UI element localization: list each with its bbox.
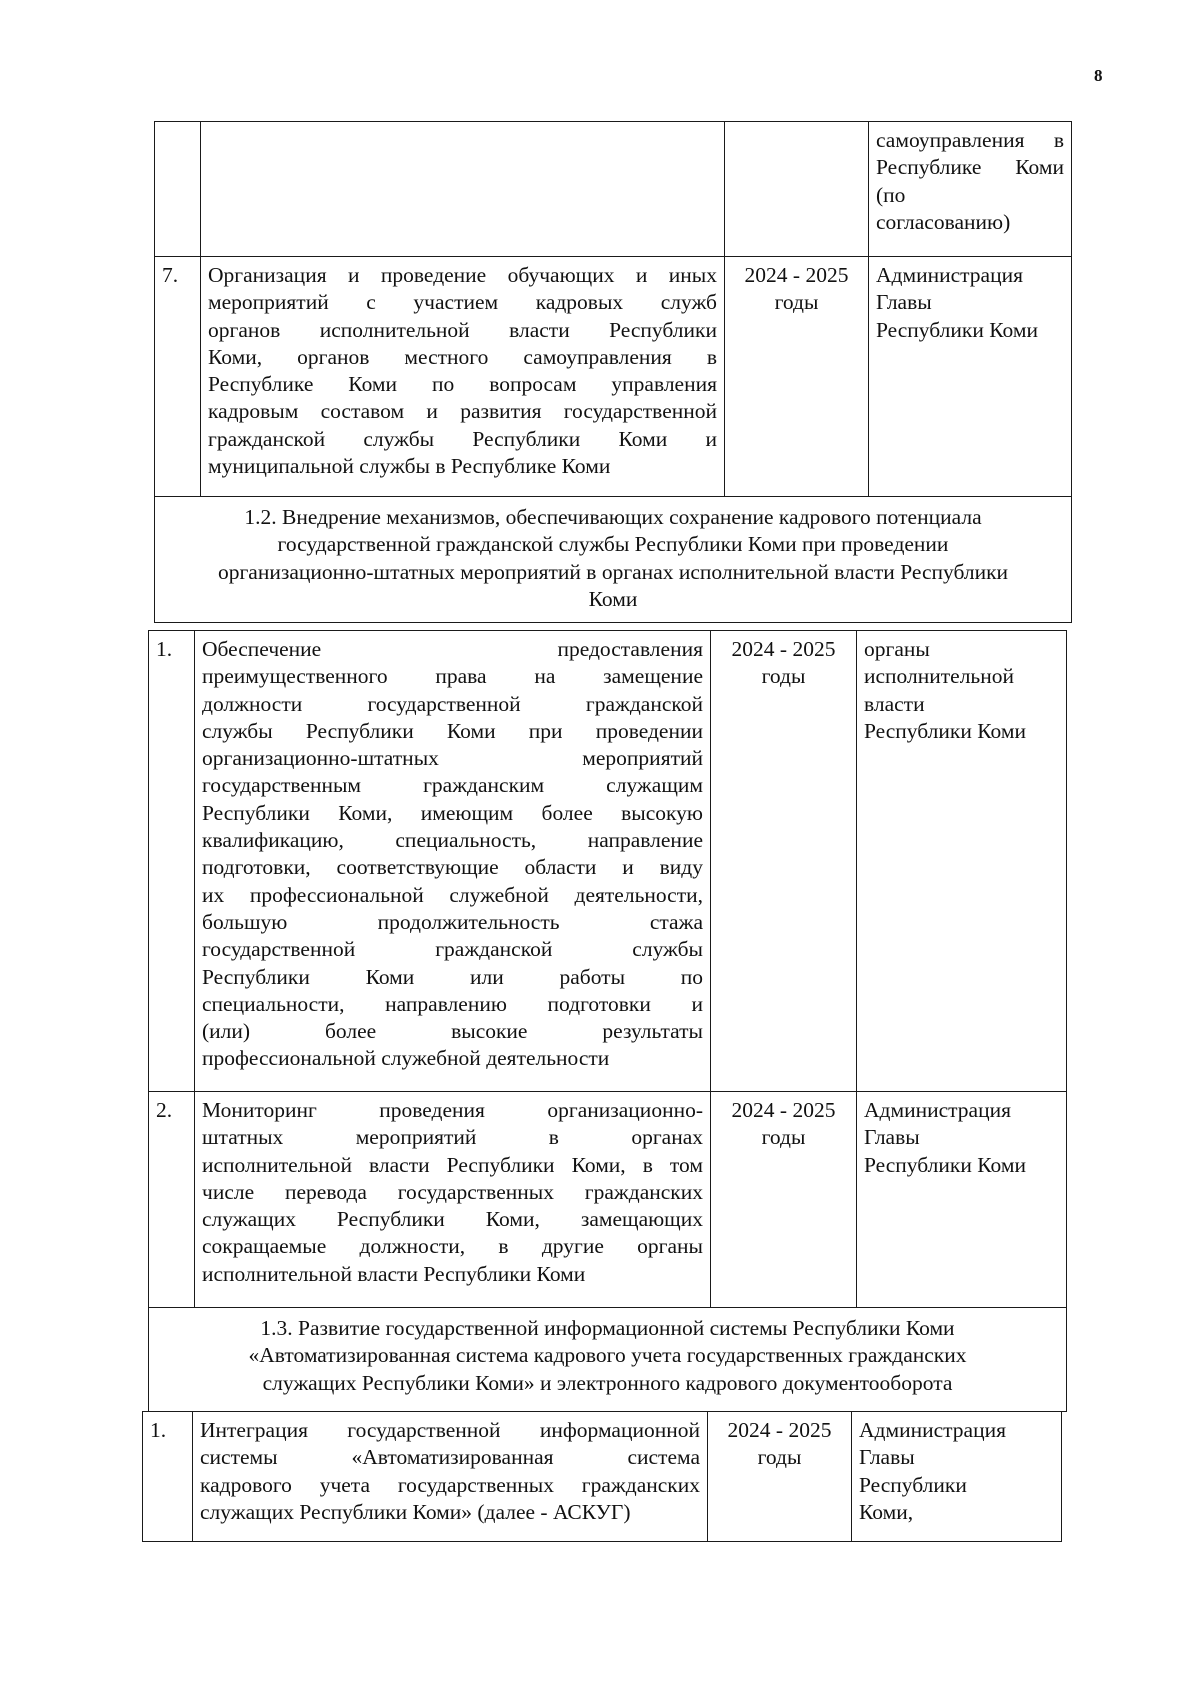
text-line: преимущественного права на замещение xyxy=(202,664,703,689)
text-line: организационно-штатных мероприятий xyxy=(202,746,703,771)
text-line: годы xyxy=(761,664,806,689)
text-line: квалификацию, специальность, направление xyxy=(202,828,703,853)
text-line: служащих Республики Коми» и электронного кадрового документооборота xyxy=(262,1370,953,1395)
text-line: 2024 - 2025 xyxy=(731,1098,836,1122)
text-line: органов исполнительной власти Республики xyxy=(208,317,717,342)
measure-cell xyxy=(201,122,725,257)
text-line: Коми, органов местного самоуправления в xyxy=(208,344,717,369)
text-line: государственной гражданской службы xyxy=(202,937,703,962)
text-line: Интеграция государственной информационной xyxy=(200,1418,700,1442)
table-row xyxy=(149,631,1067,1092)
text-line: Республики Коми или работы по xyxy=(202,964,703,989)
section-heading-row xyxy=(149,1308,1067,1412)
responsible-cell xyxy=(852,1412,1062,1542)
text-line: Организация и проведение обучающих и иных xyxy=(208,263,717,287)
text-line: Республики Коми xyxy=(876,317,1038,342)
text-line: системы «Автоматизированная система xyxy=(200,1445,700,1470)
text-line: кадровым составом и развития государственной xyxy=(208,399,717,424)
period-cell xyxy=(708,1412,852,1542)
text-line: Республике Коми xyxy=(876,155,1064,180)
text-line: служащих Республики Коми» (далее - АСКУГ) xyxy=(200,1499,631,1524)
plan-table-part-3 xyxy=(142,1411,1062,1542)
table-row-continuation xyxy=(155,122,1072,257)
text-line: (или) более высокие результаты xyxy=(202,1019,703,1044)
section-heading-1-2 xyxy=(155,497,1072,623)
row-number-cell: 7. xyxy=(155,257,201,497)
section-heading-1-3 xyxy=(149,1308,1067,1412)
measure-cell xyxy=(201,257,725,497)
plan-table-part-1 xyxy=(154,121,1072,623)
table-row xyxy=(149,1092,1067,1308)
text-line: 2024 - 2025 xyxy=(731,637,836,661)
text-line: Главы xyxy=(864,1125,920,1150)
text-line: служащих Республики Коми, замещающих xyxy=(202,1207,703,1232)
text-line: власти xyxy=(864,691,925,716)
period-cell xyxy=(711,1092,857,1308)
text-line: организационно-штатных мероприятий в органах исполнительной власти Республики xyxy=(217,559,1009,584)
text-line: Мониторинг проведения организационно- xyxy=(202,1098,703,1122)
text-line: Республики xyxy=(859,1472,967,1497)
text-line: органы xyxy=(864,637,930,661)
text-line: гражданской службы Республики Коми и xyxy=(208,426,717,451)
period-cell xyxy=(725,122,869,257)
responsible-cell xyxy=(857,631,1067,1092)
text-line: 1.2. Внедрение механизмов, обеспечивающих сохранение кадрового потенциала xyxy=(244,505,982,529)
text-line: Главы xyxy=(859,1445,915,1470)
responsible-cell xyxy=(857,1092,1067,1308)
text-line: исполнительной xyxy=(864,664,1014,689)
row-number-cell: 2. xyxy=(149,1092,195,1308)
text-line: подготовки, соответствующие области и виду xyxy=(202,855,703,880)
table-row xyxy=(155,257,1072,497)
text-line: Коми, xyxy=(859,1499,914,1524)
text-line: «Автоматизированная система кадрового учета государственных гражданских xyxy=(248,1343,967,1368)
text-line: Администрация xyxy=(876,263,1023,287)
page-number: 8 xyxy=(1094,66,1103,85)
text-line: специальности, направлению подготовки и xyxy=(202,991,703,1016)
text-line: самоуправления в xyxy=(876,128,1064,152)
text-line: должности государственной гражданской xyxy=(202,691,703,716)
text-line: исполнительной власти Республики Коми, в том xyxy=(202,1152,703,1177)
responsible-cell xyxy=(869,257,1072,497)
table-row xyxy=(143,1412,1062,1542)
text-line: сокращаемые должности, в другие органы xyxy=(202,1234,703,1259)
text-line: муниципальной службы в Республике Коми xyxy=(208,454,611,479)
text-line: согласованию) xyxy=(876,209,1011,234)
row-number-cell: 1. xyxy=(143,1412,193,1542)
text-line: 2024 - 2025 xyxy=(744,263,849,287)
plan-table-part-2 xyxy=(148,630,1067,1412)
text-line: исполнительной власти Республики Коми xyxy=(202,1261,586,1286)
period-cell xyxy=(711,631,857,1092)
measure-cell xyxy=(195,631,711,1092)
text-line: (по xyxy=(876,182,906,207)
text-line: Республике Коми по вопросам управления xyxy=(208,372,717,397)
text-line: годы xyxy=(774,290,819,315)
text-line: кадрового учета государственных гражданских xyxy=(200,1472,700,1497)
text-line: профессиональной служебной деятельности xyxy=(202,1046,610,1071)
text-line: Главы xyxy=(876,290,932,315)
text-line: Республики Коми, имеющим более высокую xyxy=(202,800,703,825)
row-number-cell xyxy=(155,122,201,257)
text-line: государственным гражданским служащим xyxy=(202,773,703,798)
text-line: Администрация xyxy=(859,1418,1006,1442)
text-line: государственной гражданской службы Республики Коми при проведении xyxy=(277,532,949,557)
text-line: их профессиональной служебной деятельности, xyxy=(202,882,703,907)
responsible-cell xyxy=(869,122,1072,257)
text-line: Коми xyxy=(588,586,638,611)
text-line: штатных мероприятий в органах xyxy=(202,1125,703,1150)
text-line: Республики Коми xyxy=(864,718,1026,743)
text-line: числе перевода государственных гражданских xyxy=(202,1179,703,1204)
text-line: большую продолжительность стажа xyxy=(202,909,703,934)
measure-cell xyxy=(195,1092,711,1308)
text-line: Обеспечение предоставления xyxy=(202,637,703,661)
text-line: годы xyxy=(761,1125,806,1150)
text-line: мероприятий с участием кадровых служб xyxy=(208,290,717,315)
measure-cell xyxy=(193,1412,708,1542)
section-heading-row xyxy=(155,497,1072,623)
text-line: 1.3. Развитие государственной информационной системы Республики Коми xyxy=(260,1316,955,1340)
row-number-cell: 1. xyxy=(149,631,195,1092)
text-line: Республики Коми xyxy=(864,1152,1026,1177)
text-line: годы xyxy=(757,1445,802,1470)
period-cell xyxy=(725,257,869,497)
text-line: Администрация xyxy=(864,1098,1011,1122)
text-line: 2024 - 2025 xyxy=(727,1418,832,1442)
text-line: службы Республики Коми при проведении xyxy=(202,718,703,743)
